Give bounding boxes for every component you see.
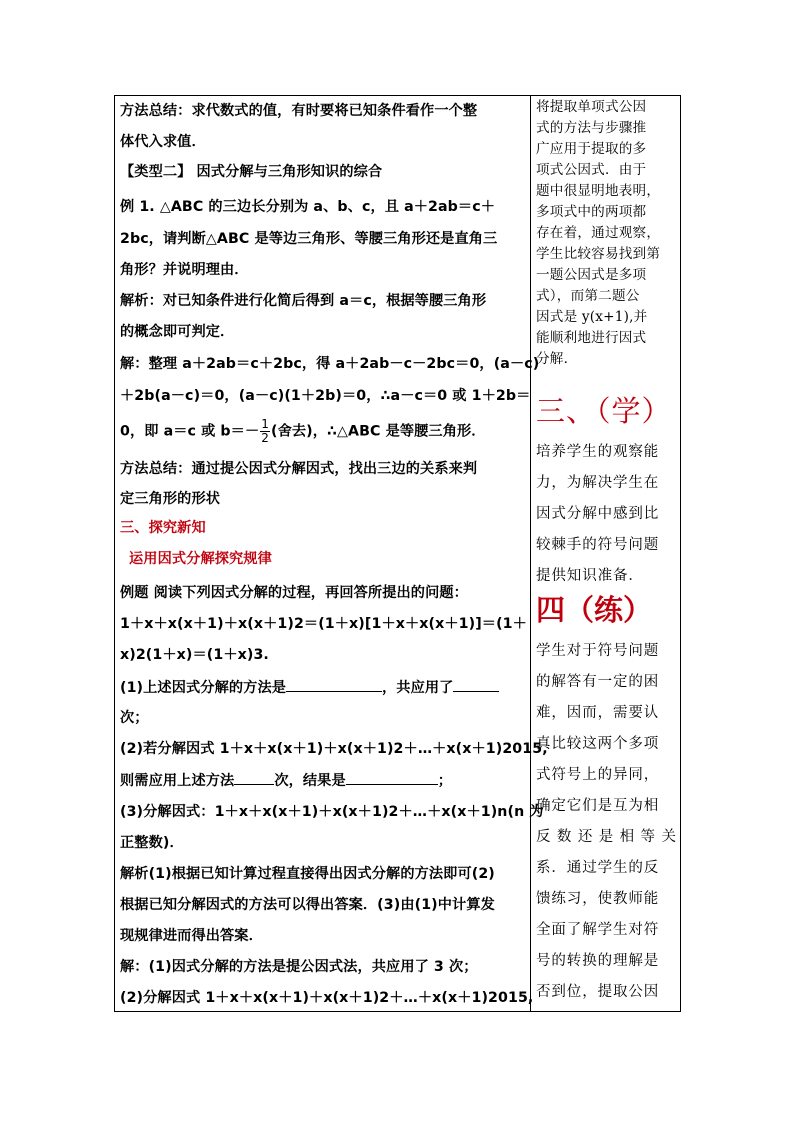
note-line: 式符号上的异同， [536, 767, 660, 783]
note-line: 分解． [536, 351, 578, 367]
example-line: 角形？并说明理由． [120, 262, 249, 278]
note-line: 因式是 y(x+1),并 [536, 309, 648, 325]
note-line: 因式分解中感到比 [536, 506, 660, 522]
note-line: 系．通过学生的反 [536, 860, 660, 876]
analysis-line: 现规律进而得出答案． [120, 928, 263, 944]
note-line: 真比较这两个多项 [536, 736, 660, 752]
question-text: ，共应用了 [382, 680, 454, 696]
answer-blank [453, 677, 499, 692]
question-line: (3)分解因式：1＋x＋x(x＋1)＋x(x＋1)2＋…＋x(x＋1)n(n 为 [120, 804, 544, 820]
example-line: 例 1. △ABC 的三边长分别为 a、b、c，且 a＋2ab＝c＋ [120, 199, 496, 215]
analysis-line: 的概念即可判定． [120, 324, 235, 340]
solution-line: 解：(1)因式分解的方法是提公因式法，共应用了 3 次； [120, 959, 478, 975]
question-text: 次，结果是 [274, 773, 346, 789]
note-line: 确定它们是互为相 [536, 798, 660, 814]
method-summary-line: 体代入求值． [120, 134, 206, 150]
question-text: ； [437, 773, 453, 789]
question-line: 次； [120, 710, 149, 726]
fraction-numerator: 1 [261, 417, 270, 431]
note-line: 培养学生的观察能 [536, 444, 660, 460]
note-line: 将提取单项式公因 [536, 99, 647, 115]
question-line: 例题 阅读下列因式分解的过程，再回答所提出的问题： [120, 585, 468, 601]
solution-line [120, 418, 486, 445]
answer-blank [286, 677, 382, 692]
note-line: 多项式中的两项都 [536, 204, 647, 220]
method-summary-line: 方法总结：通过提公因式分解因式，找出三边的关系来判 [120, 461, 478, 477]
note-line: 馈练习，使教师能 [536, 891, 660, 907]
note-line: 学生比较容易找到第 [536, 246, 661, 262]
note-line: 广应用于提取的多 [536, 141, 647, 157]
note-line: 否到位，提取公因 [536, 984, 660, 1000]
note-line: 一题公因式是多项 [536, 267, 647, 283]
lesson-table [114, 95, 681, 1012]
column-divider [530, 96, 531, 1011]
question-line: (2)若分解因式 1＋x＋x(x＋1)＋x(x＋1)2＋…＋x(x＋1)2015, [120, 741, 548, 757]
note-line: 能顺利地进行因式 [536, 330, 647, 346]
fraction-denominator: 2 [261, 431, 270, 445]
note-line: 式的方法与步骤推 [536, 120, 647, 136]
question-text: 则需应用上述方法 [120, 773, 235, 789]
note-line: 的解答有一定的困 [536, 674, 660, 690]
question-line: 正整数)． [120, 835, 184, 851]
section-marker-practice: 四（练） [536, 593, 653, 627]
note-line: 全面了解学生对符 [536, 922, 660, 938]
note-line: 存在着，通过观察， [536, 225, 661, 241]
type-heading: 【类型二】 因式分解与三角形知识的综合 [120, 164, 383, 180]
method-summary-line: 定三角形的形状 [120, 491, 221, 507]
solution-text: (舍去)，∴△ABC 是等腰三角形． [271, 423, 486, 440]
analysis-line: 解析(1)根据已知计算过程直接得出因式分解的方法即可(2) [120, 866, 495, 882]
note-line: 较棘手的符号问题 [536, 537, 660, 553]
answer-blank [234, 770, 274, 785]
solution-line: ＋2b(a－c)＝0，(a－c)(1＋2b)＝0，∴a－c＝0 或 1＋2b＝ [120, 388, 531, 404]
solution-line: (2)分解因式 1＋x＋x(x＋1)＋x(x＋1)2＋…＋x(x＋1)2015, [120, 990, 534, 1006]
subsection-heading: 运用因式分解探究规律 [129, 551, 272, 567]
question-text: (1)上述因式分解的方法是 [120, 680, 287, 696]
note-line: 提供知识准备． [536, 568, 644, 584]
note-line: 反 数 还 是 相 等 关 [536, 829, 677, 845]
note-line: 力，为解决学生在 [536, 475, 660, 491]
answer-blank [346, 770, 438, 785]
question-line [120, 770, 452, 791]
method-summary-line: 方法总结：求代数式的值，有时要将已知条件看作一个整 [120, 103, 478, 119]
note-line: 号的转换的理解是 [536, 953, 660, 969]
fraction [260, 418, 270, 445]
note-line: 难，因而，需要认 [536, 705, 660, 721]
analysis-line: 解析：对已知条件进行化简后得到 a＝c，根据等腰三角形 [120, 293, 487, 309]
section-marker-learn: 三、（学） [536, 394, 672, 428]
question-line [120, 677, 499, 698]
note-line: 学生对于符号问题 [536, 643, 660, 659]
formula-line: x)2(1＋x)＝(1＋x)3. [120, 647, 269, 663]
solution-text: 0，即 a＝c 或 b＝－ [120, 423, 260, 440]
section-heading: 三、探究新知 [120, 520, 206, 536]
note-line: 项式公因式．由于 [536, 162, 647, 178]
note-line: 题中很显明地表明， [536, 183, 661, 199]
example-line: 2bc，请判断△ABC 是等边三角形、等腰三角形还是直角三 [120, 231, 498, 247]
formula-line: 1＋x＋x(x＋1)＋x(x＋1)2＝(1＋x)[1＋x＋x(x＋1)]＝(1＋ [120, 616, 527, 632]
analysis-line: 根据已知分解因式的方法可以得出答案．(3)由(1)中计算发 [120, 897, 495, 913]
note-line: 式），而第二题公 [536, 288, 640, 304]
solution-line: 解：整理 a＋2ab＝c＋2bc，得 a＋2ab－c－2bc＝0，(a－c) [120, 356, 540, 372]
